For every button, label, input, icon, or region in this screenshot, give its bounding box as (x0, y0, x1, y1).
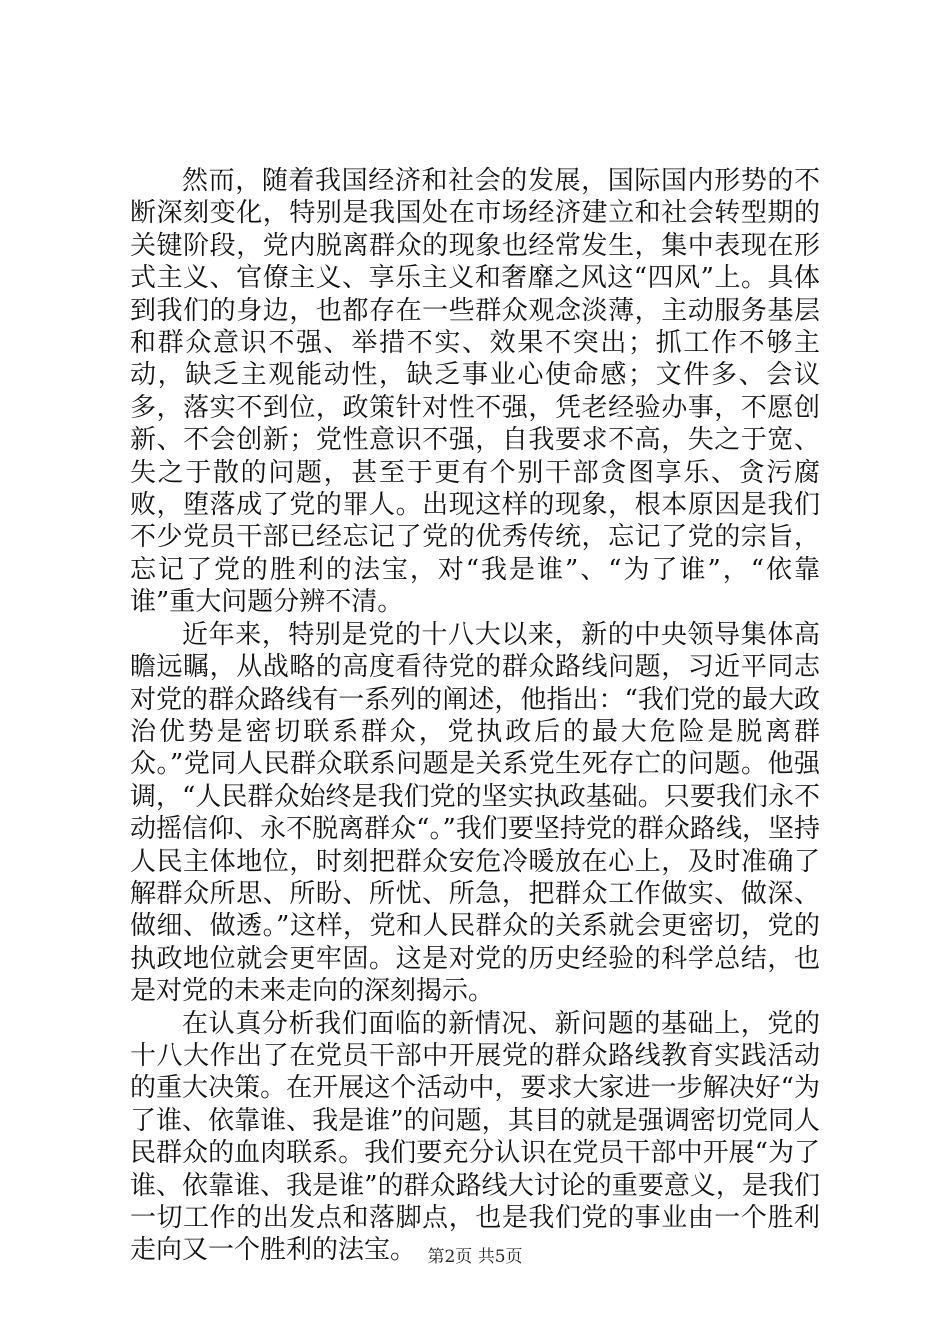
page-number-footer: 第2页 共5页 (427, 1247, 523, 1267)
paragraph-3: 在认真分析我们面临的新情况、新问题的基础上，党的十八大作出了在党员干部中开展党的群众路线教育实践活动的重大决策。在开展这个活动中，要求大家进一步解决好“为了谁、依靠谁、我是谁”的问题，其目的就是强调密切党同人民群众的血肉联系。我们要充分认识在党员干部中开展“为了谁、依靠谁、我是谁”的群众路线大讨论的重要意义，是我们一切工作的出发点和落脚点，也是我们党的事业由一个胜利走向又一个胜利的法宝。 (130, 1008, 820, 1266)
paragraph-2: 近年来，特别是党的十八大以来，新的中央领导集体高瞻远瞩，从战略的高度看待党的群众路线问题，习近平同志对党的群众路线有一系列的阐述，他指出：“我们党的最大政治优势是密切联系群众，党执政后的最大危险是脱离群众。”党同人民群众联系问题是关系党生死存亡的问题。他强调，“人民群众始终是我们党的坚实执政基础。只要我们永不动摇信仰、永不脱离群众“。”我们要坚持党的群众路线，坚持人民主体地位，时刻把群众安危冷暖放在心上，及时准确了解群众所思、所盼、所忧、所急，把群众工作做实、做深、做细、做透。”这样，党和人民群众的关系就会更密切，党的执政地位就会更牢固。这是对党的历史经验的科学总结，也是对党的未来走向的深刻揭示。 (130, 619, 820, 1007)
paragraph-1: 然而，随着我国经济和社会的发展，国际国内形势的不断深刻变化，特别是我国处在市场经济建立和社会转型期的关键阶段，党内脱离群众的现象也经常发生，集中表现在形式主义、官僚主义、享乐主义和奢靡之风这“四风”上。具体到我们的身边，也都存在一些群众观念淡薄，主动服务基层和群众意识不强、举措不实、效果不突出；抓工作不够主动，缺乏主观能动性，缺乏事业心使命感；文件多、会议多，落实不到位，政策针对性不强，凭老经验办事，不愿创新、不会创新；党性意识不强，自我要求不高，失之于宽、失之于散的问题，甚至于更有个别干部贪图享乐、贪污腐败，堕落成了党的罪人。出现这样的现象，根本原因是我们不少党员干部已经忘记了党的优秀传统，忘记了党的宗旨，忘记了党的胜利的法宝，对“我是谁”、“为了谁”，“依靠谁”重大问题分辨不清。 (130, 166, 820, 618)
document-body (130, 165, 820, 1267)
